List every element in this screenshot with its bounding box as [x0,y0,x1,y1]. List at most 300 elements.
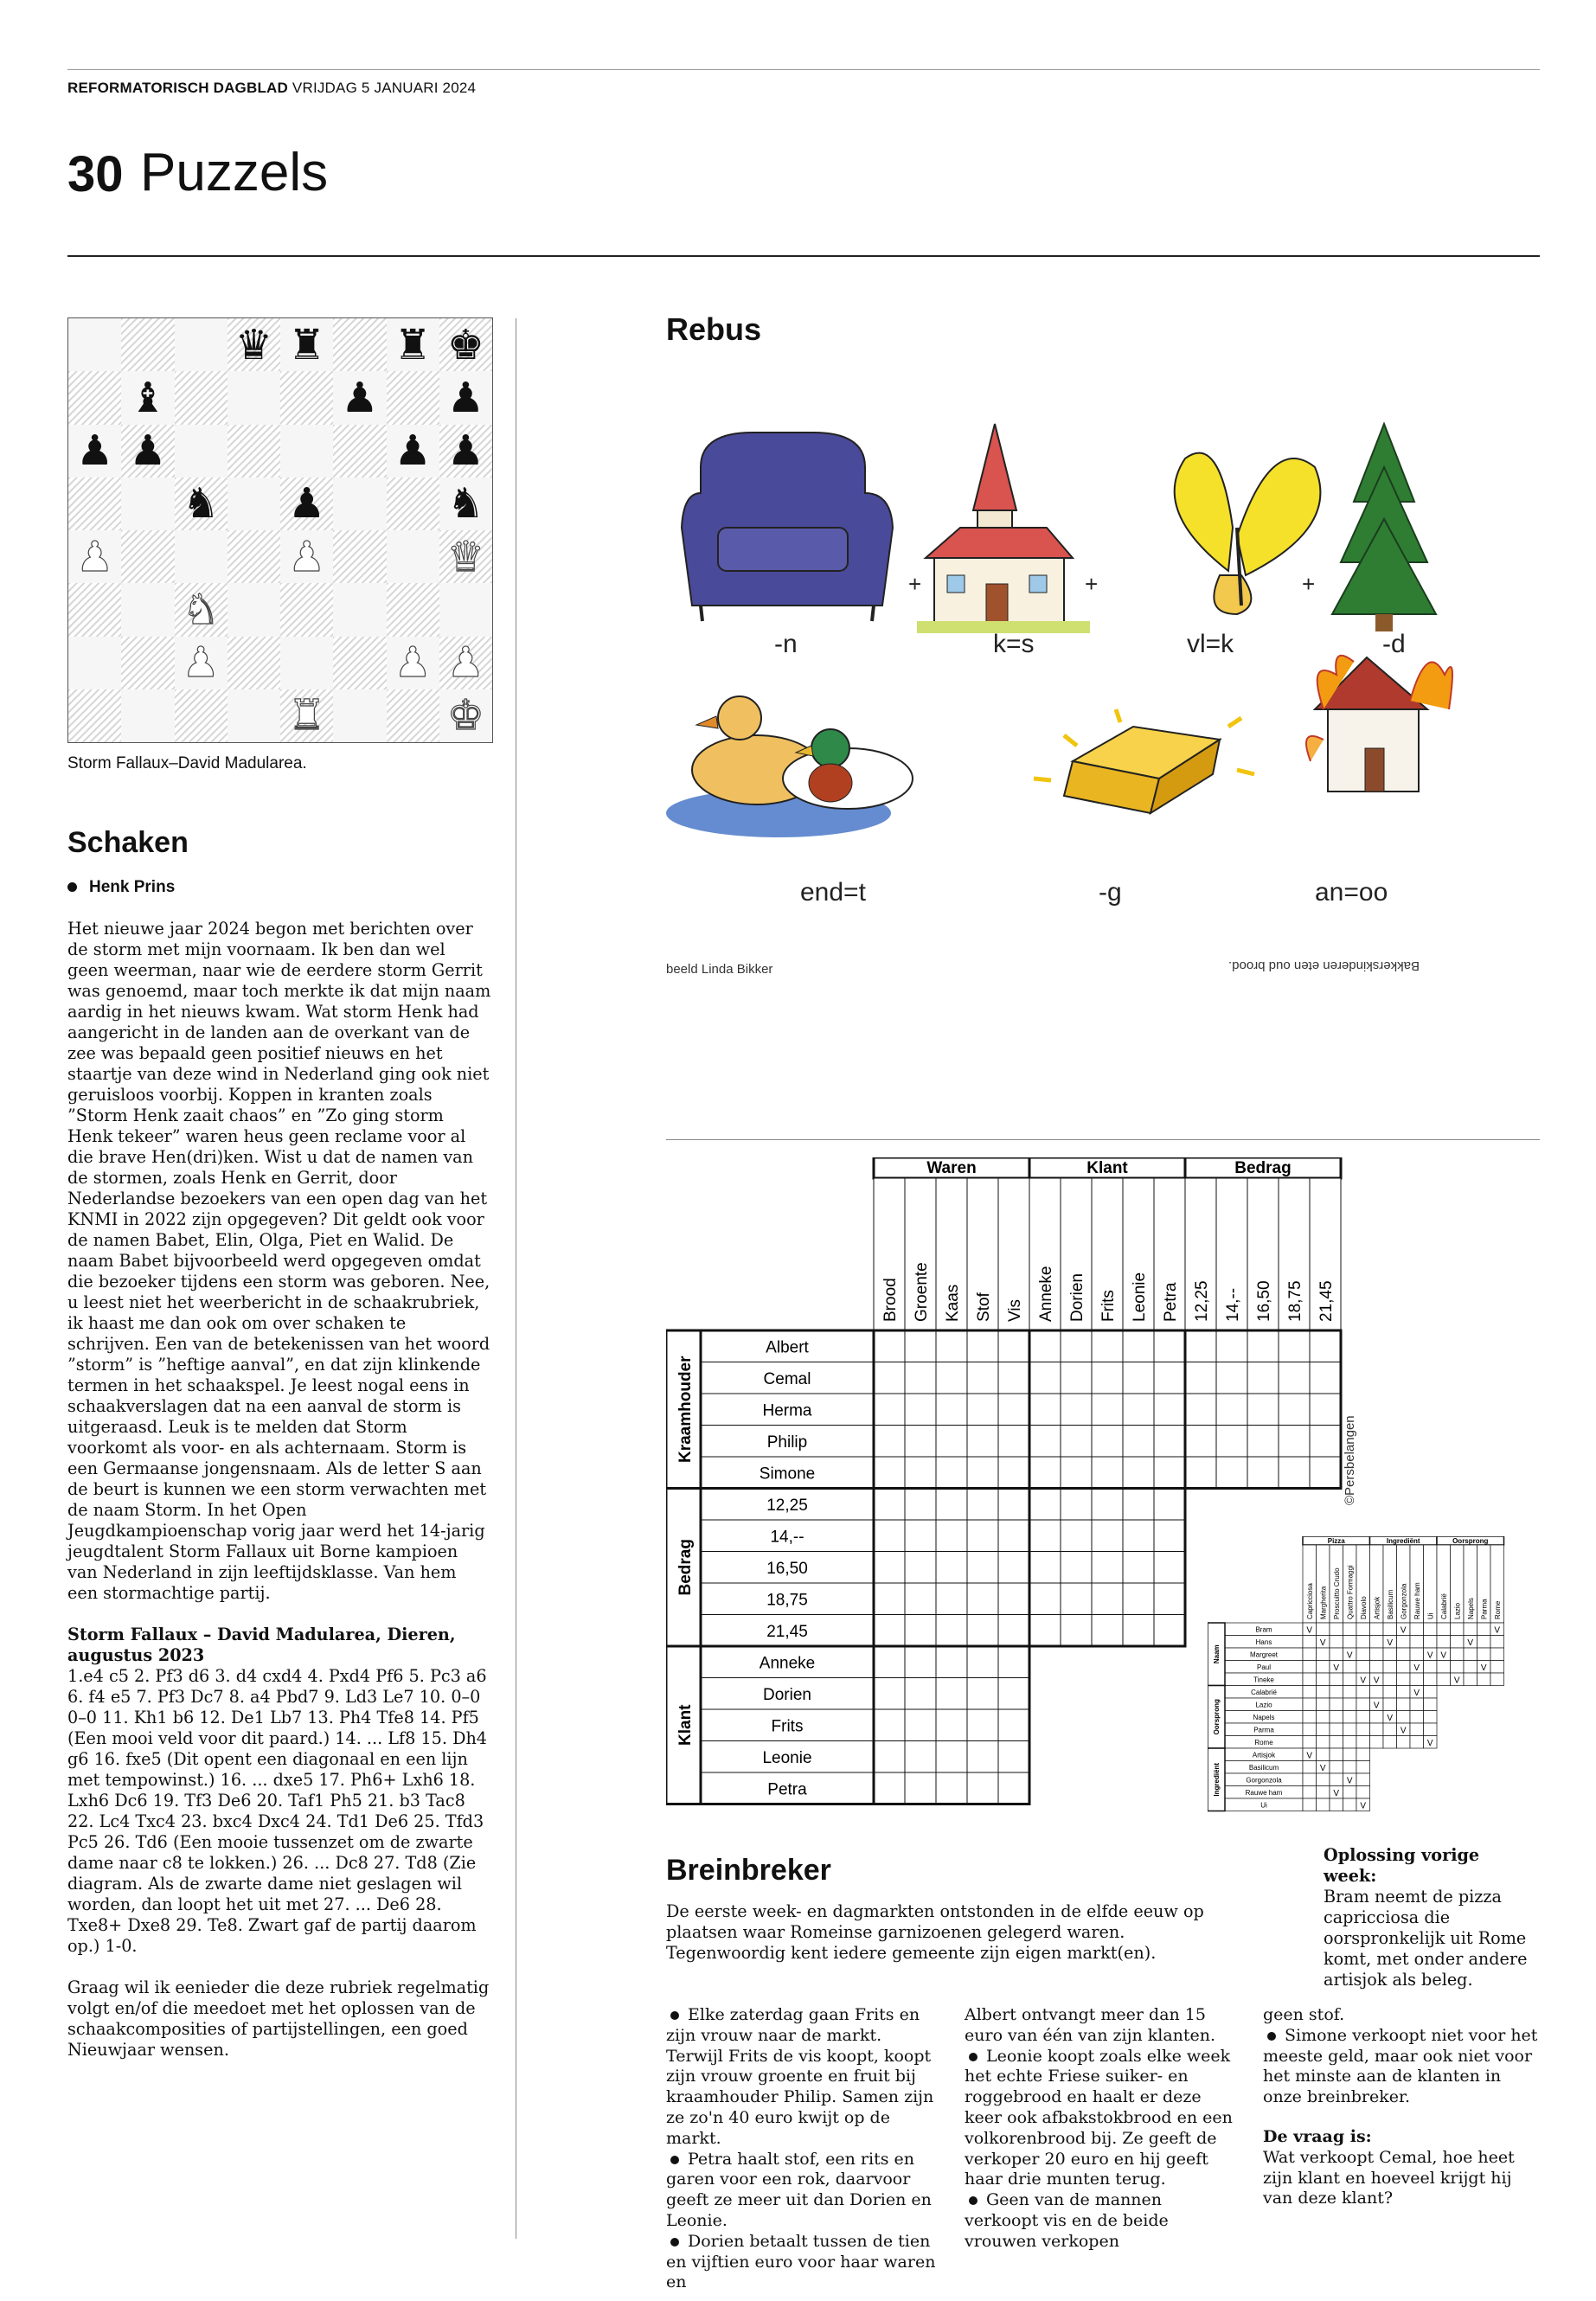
mini-grid-cell [1397,1698,1411,1711]
black-pawn-icon: ♟ [394,426,432,476]
mini-check-mark: V [1360,1801,1367,1811]
masthead [67,80,476,97]
grid-cell [1092,1615,1123,1647]
column-label: 18,75 [1286,1280,1304,1322]
row-label: Anneke [759,1654,816,1673]
grid-cell [1061,1615,1092,1647]
mini-grid-cell [1356,1661,1370,1674]
board-square [68,371,121,424]
previous-solution [1324,1845,1531,1990]
grid-cell [1061,1362,1092,1394]
mini-grid-cell [1303,1723,1317,1736]
mini-check-mark: V [1360,1676,1367,1686]
mini-grid-cell [1330,1636,1343,1649]
grid-cell [905,1394,936,1426]
board-square [228,371,280,424]
mini-grid-cell [1383,1736,1397,1749]
ducks-picture [666,696,913,837]
column-label: 16,50 [1255,1280,1273,1322]
grid-cell [905,1772,936,1804]
mini-grid-cell [1437,1636,1451,1649]
mini-column-label: Margherita [1319,1586,1328,1619]
board-square [280,530,333,583]
grid-cell [1061,1457,1092,1489]
black-rook-icon: ♜ [288,320,326,369]
grid-cell [1185,1426,1216,1458]
board-square [175,318,228,371]
grid-cell [1092,1583,1123,1615]
mini-grid-cell [1317,1786,1330,1799]
clue-5: Geen van de mannen verkoopt vis en de beide vrouwen verkopen [965,2190,1240,2252]
grid-cell [1279,1457,1310,1489]
row-label: Dorien [763,1685,811,1704]
grid-cell [1279,1394,1310,1426]
rebus-label-4: -d [1382,630,1406,658]
grid-cell [905,1520,936,1552]
grid-cell [1247,1394,1279,1426]
board-square [387,478,439,530]
mini-grid-cell [1370,1736,1384,1749]
board-square [121,371,174,424]
mini-grid-cell [1397,1673,1411,1686]
mini-grid-cell [1303,1636,1317,1649]
board-square [68,318,121,371]
mini-row-label: Margreet [1249,1650,1279,1659]
mini-grid-cell [1330,1648,1343,1661]
grid-cell [1061,1520,1092,1552]
grid-cell [1279,1330,1310,1362]
rebus-label-2: k=s [993,630,1035,658]
mini-check-mark: V [1333,1663,1340,1673]
grid-cell [1310,1362,1341,1394]
mini-grid-cell [1343,1723,1357,1736]
board-square [175,689,228,742]
mini-grid-cell [1397,1661,1411,1674]
mini-grid-cell [1343,1786,1357,1799]
grid-cell [998,1615,1029,1647]
grid-cell [1092,1394,1123,1426]
plus-sign: + [1085,571,1099,597]
rebus-label-6: -g [1099,878,1122,907]
grid-cell [874,1362,905,1394]
grid-cell [874,1457,905,1489]
grid-cell [1154,1552,1185,1584]
row-label: 16,50 [766,1559,808,1578]
board-square [121,637,174,689]
clue-3-end: Albert ontvangt meer dan 15 euro van één van zijn klanten. [965,2005,1216,2045]
board-square [175,425,228,478]
white-king-icon: ♚ [446,691,484,740]
grid-cell [905,1583,936,1615]
board-square [333,478,386,530]
board-square [387,637,439,689]
mini-grid-cell [1424,1686,1438,1699]
rebus-rule [666,1139,1540,1140]
mini-grid-cell [1464,1648,1477,1661]
grid-cell [874,1394,905,1426]
mini-grid-cell [1383,1648,1397,1661]
mini-grid-cell [1490,1636,1504,1649]
mini-grid-cell [1383,1698,1397,1711]
mini-grid-cell [1356,1648,1370,1661]
butterfly-picture [1175,453,1321,614]
grid-cell [1216,1362,1247,1394]
grid-cell [1092,1426,1123,1458]
grid-cell [1216,1394,1247,1426]
grid-cell [874,1678,905,1710]
mini-grid-cell [1370,1636,1384,1649]
board-square [439,478,492,530]
grid-cell [905,1741,936,1773]
mini-row-label: Hans [1255,1638,1272,1646]
row-label: Frits [771,1717,804,1736]
mini-grid-cell [1490,1673,1504,1686]
mini-grid-cell [1383,1673,1397,1686]
mini-grid-cell [1356,1623,1370,1636]
mini-grid-cell [1317,1673,1330,1686]
breinbreker-title: Breinbreker [666,1854,831,1887]
mini-grid-cell [1317,1773,1330,1786]
mini-grid-cell [1464,1661,1477,1674]
previous-solution-title: Oplossing vorige week: [1324,1845,1480,1886]
mini-grid-cell [1343,1636,1357,1649]
mini-check-mark: V [1480,1663,1487,1673]
mini-grid-cell [1383,1686,1397,1699]
white-queen-icon: ♛ [446,532,484,581]
column-label: Dorien [1068,1273,1086,1322]
mini-check-mark: V [1387,1714,1394,1723]
mini-grid-cell [1370,1711,1384,1724]
pine-tree-picture [1332,424,1436,631]
mini-grid-cell [1451,1661,1465,1674]
grid-cell [1154,1330,1185,1362]
grid-cell [936,1426,967,1458]
grid-cell [1061,1583,1092,1615]
grid-cell [1154,1362,1185,1394]
board-square [68,530,121,583]
grid-cell [936,1709,967,1741]
clue-column-1 [666,2005,941,2293]
mini-grid-cell [1437,1673,1451,1686]
board-square [228,478,280,530]
mini-grid-cell [1303,1686,1317,1699]
grid-cell [1279,1426,1310,1458]
mini-grid-cell [1356,1686,1370,1699]
grid-cell [874,1646,905,1678]
grid-cell [1123,1552,1154,1584]
grid-cell [967,1678,998,1710]
board-square [228,318,280,371]
grid-cell [1123,1489,1154,1521]
mini-grid-cell [1370,1686,1384,1699]
mini-grid-cell [1303,1711,1317,1724]
grid-cell [1061,1426,1092,1458]
grid-cell [1154,1583,1185,1615]
white-pawn-icon: ♟ [446,638,484,688]
column-label: Frits [1099,1290,1118,1322]
column-label: Leonie [1131,1272,1149,1322]
grid-cell [998,1457,1029,1489]
white-rook-icon: ♜ [288,691,326,740]
clue-4: Leonie koopt zoals elke week het echte Friese suiker- en roggebrood en haalt er deze keer ook afbakstokbrood en een volkorenbrood bij. Ze geeft de verkoper 20 euro en hij geeft haar drie munten terug. [965,2047,1240,2191]
grid-cell [874,1615,905,1647]
mini-grid-cell [1383,1661,1397,1674]
mini-row-label: Parma [1253,1726,1274,1734]
mini-column-label: Calabrië [1439,1593,1448,1619]
mini-grid-cell [1424,1673,1438,1686]
grid-cell [1185,1457,1216,1489]
board-square [280,371,333,424]
mini-column-label: Diavolo [1359,1596,1368,1619]
row-label: Leonie [762,1748,812,1767]
board-square [333,371,386,424]
grid-cell [998,1678,1029,1710]
mini-grid-cell [1397,1686,1411,1699]
game-title: Storm Fallaux – David Madularea, Dieren, augustus 2023 [67,1625,456,1665]
mini-grid-cell [1424,1723,1438,1736]
grid-cell [998,1426,1029,1458]
grid-cell [1092,1330,1123,1362]
grid-cell [967,1489,998,1521]
board-square [121,530,174,583]
mini-grid-cell [1303,1736,1317,1749]
mini-check-mark: V [1413,1663,1420,1673]
mini-grid-cell [1397,1648,1411,1661]
mini-grid-cell [1410,1723,1424,1736]
board-square [280,425,333,478]
grid-cell [998,1520,1029,1552]
board-square [333,689,386,742]
page-number: 30 [67,146,124,202]
mini-grid-cell [1410,1648,1424,1661]
grid-cell [905,1362,936,1394]
grid-cell [1029,1520,1061,1552]
board-square [387,425,439,478]
mini-grid-cell [1303,1761,1317,1774]
mini-grid-cell [1356,1711,1370,1724]
grid-cell [874,1552,905,1584]
board-square [333,318,386,371]
mini-grid-cell [1303,1773,1317,1786]
mini-grid-cell [1330,1623,1343,1636]
grid-cell [1061,1330,1092,1362]
rebus-title: Rebus [666,311,762,347]
breinbreker-intro: De eerste week- en dagmarkten ontstonden in de elfde eeuw op plaatsen waar Romeinse garnizoenen gelegerd waren. Tegenwoordig kent iedere gemeente zijn eigen markt(en). [666,1901,1204,1963]
mini-grid-cell [1317,1648,1330,1661]
mini-column-label: Napels [1466,1598,1475,1619]
grid-cell [1029,1394,1061,1426]
issue-date: VRIJDAG 5 JANUARI 2024 [292,80,477,96]
grid-cell [905,1709,936,1741]
row-label: 21,45 [766,1622,808,1641]
mini-check-mark: V [1400,1625,1407,1636]
plus-sign: + [1302,571,1316,597]
board-square [68,637,121,689]
mini-grid-cell [1464,1623,1477,1636]
row-label: Philip [766,1433,808,1452]
mini-group-label: Ingrediënt [1386,1537,1420,1545]
mini-row-label: Artisjok [1252,1751,1276,1759]
board-square [175,371,228,424]
white-pawn-icon: ♟ [288,532,326,581]
mini-grid-cell [1343,1711,1357,1724]
board-square [228,530,280,583]
mini-grid-cell [1317,1798,1330,1811]
grid-cell [874,1489,905,1521]
mini-grid-cell [1397,1711,1411,1724]
mini-column-label: Artisjok [1373,1596,1381,1619]
mini-grid-cell [1424,1623,1438,1636]
mini-grid-cell [1343,1686,1357,1699]
grid-cell [1216,1330,1247,1362]
row-label: Petra [767,1780,807,1799]
previous-solution-grid [1208,1536,1510,1830]
grid-cell [1310,1394,1341,1426]
grid-cell [936,1362,967,1394]
board-square [439,530,492,583]
mini-grid-cell [1383,1723,1397,1736]
board-square [439,689,492,742]
column-label: Anneke [1037,1266,1055,1322]
clue-2: Petra haalt stof, een rits en garen voor een rok, daarvoor geeft ze meer uit dan Dorien en Leonie. [666,2150,941,2232]
grid-cell [936,1552,967,1584]
board-square [228,637,280,689]
grid-cell [936,1646,967,1678]
grid-cell [874,1330,905,1362]
grid-cell [1279,1362,1310,1394]
grid-cell [1154,1394,1185,1426]
chess-intro: Het nieuwe jaar 2024 begon met berichten over de storm met mijn voornaam. Ik ben dan wel geen weerman, naar wie de eerdere storm Gerrit was genoemd, maar toch merkte ik dat mijn naam aardig in het nieuws kwam. Wat storm Henk had aangericht in de landen aan de overkant van de zee was bepaald geen positief nieuws en het staartje van deze wind in Nederland ging ook niet geruisloos voorbij. Koppen in kranten zoals ”Storm Henk zaait chaos” en ”Zo ging storm Henk tekeer” waren heus geen reclame voor al die brave Hen(dri)ken. Wist u dat de namen van de stormen, zoals Henk en Gerrit, door Nederlandse bezoekers van een open dag van het KNMI in 2022 zijn opgegeven? Dit geldt ook voor de namen Babet, Elin, Olga, Piet en Walid. De naam Babet bijvoorbeeld werd opgegeven omdat die bezoeker tijdens een storm was geboren. Nee, u leest niet het weerbericht in de schaakrubriek, ik haast me dan ook om over schaken te schrijven. Een van de betekenissen van het woord ”storm” is ”heftige aanval”, en dat zijn klinkende termen in het schaakspel. Je leest nogal eens in schaakverslagen dat na een aanval de storm is uitgeraasd. Leuk is te melden dat Storm voorkomt als voor- en als achternaam. Storm is een Germaanse jongensnaam. Als de letter S aan de beurt is kunnen we een storm verwachten met de naam Storm. In het Open Jeugdkampioenschap vorig jaar werd het 14-jarig jeugdtalent Storm Fallaux uit Borne kampioen van Nederland in zijn leeftijdsklasse. Van hem een stormachtige partij. [67,919,491,1603]
grid-cell [1029,1615,1061,1647]
mini-group-label: Pizza [1327,1537,1345,1545]
grid-cell [1029,1583,1061,1615]
mini-check-mark: V [1387,1638,1394,1648]
mini-check-mark: V [1319,1764,1326,1773]
grid-cell [1154,1457,1185,1489]
board-square [387,318,439,371]
grid-cell [1123,1426,1154,1458]
mini-check-mark: V [1346,1776,1353,1786]
board-square [121,689,174,742]
column-group-label: Klant [1086,1159,1128,1177]
mini-grid-cell [1370,1623,1384,1636]
grid-cell [967,1457,998,1489]
grid-cell [936,1772,967,1804]
armchair-picture [682,433,893,621]
mini-grid-cell [1424,1711,1438,1724]
board-square [439,425,492,478]
grid-cell [936,1583,967,1615]
mini-grid-cell [1451,1623,1465,1636]
grid-cell [1123,1520,1154,1552]
grid-cell [1247,1362,1279,1394]
black-bishop-icon: ♝ [129,373,167,422]
mini-grid-cell [1451,1636,1465,1649]
mini-grid-cell [1303,1673,1317,1686]
grid-cell [1185,1330,1216,1362]
mini-grid-cell [1464,1673,1477,1686]
grid-cell [1029,1362,1061,1394]
grid-cell [936,1457,967,1489]
mini-grid-cell [1437,1623,1451,1636]
grid-cell [1310,1330,1341,1362]
grid-cell [936,1394,967,1426]
grid-cell [1123,1615,1154,1647]
mini-column-label: Basilicum [1386,1589,1394,1619]
grid-cell [905,1489,936,1521]
black-pawn-icon: ♟ [76,426,114,476]
section-title: Puzzels [140,143,329,202]
church-picture [917,424,1090,633]
board-square [333,425,386,478]
column-label: Vis [1006,1298,1024,1322]
question-label: De vraag is: [1263,2126,1372,2146]
grid-cell [967,1362,998,1394]
mini-row-label: Rome [1254,1739,1273,1747]
mini-row-label: Gorgonzola [1246,1776,1282,1785]
board-square [280,689,333,742]
mini-grid-cell [1317,1686,1330,1699]
board-square [68,425,121,478]
mini-grid-cell [1343,1661,1357,1674]
mini-grid-cell [1356,1698,1370,1711]
grid-cell [998,1772,1029,1804]
mini-column-label: Proscuitto Crudo [1332,1567,1341,1619]
grid-cell [998,1741,1029,1773]
column-group-label: Bedrag [1234,1159,1292,1177]
mini-check-mark: V [1426,1739,1433,1748]
newspaper-name: REFORMATORISCH DAGBLAD [67,80,288,96]
black-pawn-icon: ♟ [446,426,484,476]
mini-grid-cell [1410,1673,1424,1686]
grid-cell [998,1646,1029,1678]
grid-cell [905,1646,936,1678]
mini-grid-cell [1370,1723,1384,1736]
mini-row-group-label: Naam [1213,1644,1221,1664]
mini-grid-cell [1356,1786,1370,1799]
mini-grid-cell [1383,1623,1397,1636]
mini-grid-cell [1343,1673,1357,1686]
grid-cell [1154,1489,1185,1521]
mini-grid-cell [1317,1748,1330,1761]
mini-row-label: Rauwe ham [1245,1789,1283,1797]
mini-row-label: Lazio [1255,1701,1272,1709]
mini-check-mark: V [1494,1625,1501,1636]
mini-grid-cell [1356,1636,1370,1649]
question: Wat verkoopt Cemal, hoe heet zijn klant en hoeveel krijgt hij van deze klant? [1263,2147,1515,2208]
black-pawn-icon: ♟ [288,479,326,529]
clue-6: Simone verkoopt niet voor het meeste geld, maar ook niet voor het minste aan de klanten in onze breinbreker. [1263,2025,1538,2107]
mini-grid-cell [1424,1661,1438,1674]
grid-cell [1310,1457,1341,1489]
board-square [280,583,333,636]
mini-grid-cell [1343,1623,1357,1636]
black-pawn-icon: ♟ [446,373,484,422]
mini-check-mark: V [1426,1650,1433,1661]
mini-grid-cell [1303,1661,1317,1674]
mini-grid-cell [1343,1798,1357,1811]
grid-cell [1061,1552,1092,1584]
mini-grid-cell [1330,1773,1343,1786]
mini-row-label: Calabrië [1251,1689,1277,1696]
mini-grid-cell [1330,1736,1343,1749]
mini-grid-cell [1343,1736,1357,1749]
column-label: 12,25 [1193,1280,1211,1322]
column-label: Kaas [944,1284,962,1322]
grid-cell [1092,1457,1123,1489]
clue-column-2 [965,2005,1240,2253]
grid-cell [998,1709,1029,1741]
